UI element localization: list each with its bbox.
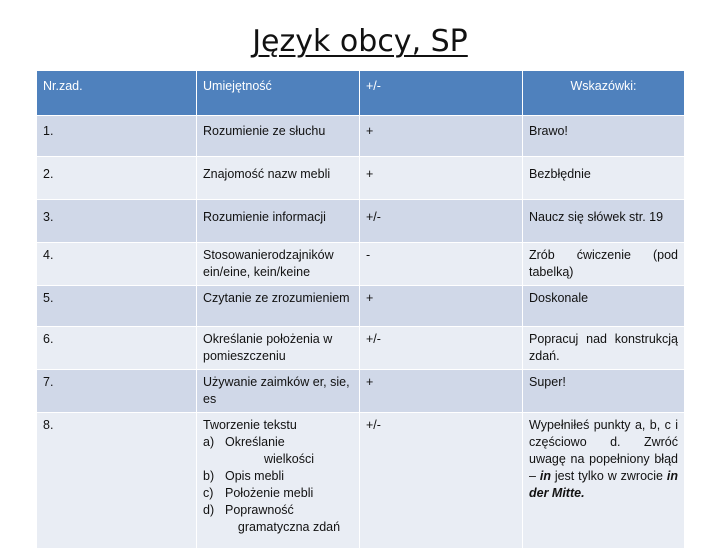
table-row: [37, 243, 685, 286]
cell-hint: Naucz się słówek str. 19: [523, 200, 685, 243]
subitem-text: Poprawność: [225, 503, 294, 517]
cell-nr: 8.: [37, 413, 197, 549]
cell-skill: Rozumienie informacji: [197, 200, 360, 243]
skill-intro: Tworzenie tekstu: [203, 418, 297, 432]
title-text: Język obcy, SP: [252, 24, 468, 59]
cell-hint: Super!: [523, 370, 685, 413]
cell-nr: 7.: [37, 370, 197, 413]
cell-skill: Używanie zaimków er, sie, es: [197, 370, 360, 413]
subitem-text: gramatyczna zdań: [237, 520, 341, 534]
cell-nr: 2.: [37, 157, 197, 200]
cell-skill: Określanie położenia w pomieszczeniu: [197, 327, 360, 370]
hint-text: Wypełniłeś punkty a, b, c i częściowo d. Zwróć uwagę na popełniony błąd –: [529, 418, 678, 483]
subitem-letter: a): [203, 435, 215, 449]
cell-mark: +/-: [360, 200, 523, 243]
header-hints: Wskazówki:: [523, 71, 685, 116]
subitem-text: Położenie mebli: [225, 486, 314, 500]
subitem-letter: c): [203, 486, 214, 500]
table-row: [37, 370, 685, 413]
hint-text: jest tylko w zwrocie: [550, 469, 667, 483]
cell-mark: +: [360, 157, 523, 200]
table-row: [37, 116, 685, 157]
subitem-text: wielkości: [263, 452, 314, 466]
table-row: [37, 286, 685, 327]
subitem-text: Opis mebli: [225, 469, 285, 483]
header-skill: Umiejętność: [197, 71, 360, 116]
table-row: [37, 327, 685, 370]
cell-skill: [197, 413, 360, 549]
cell-skill: Znajomość nazw mebli: [197, 157, 360, 200]
subitem-letter: b): [203, 469, 215, 483]
subitem-text: Określanie: [225, 435, 285, 449]
cell-nr: 5.: [37, 286, 197, 327]
cell-hint: Doskonale: [523, 286, 685, 327]
results-table: [36, 70, 685, 549]
cell-hint: [523, 413, 685, 549]
cell-hint: Bezbłędnie: [523, 157, 685, 200]
cell-nr: 3.: [37, 200, 197, 243]
cell-mark: +: [360, 286, 523, 327]
cell-nr: 4.: [37, 243, 197, 286]
cell-skill: Rozumienie ze słuchu: [197, 116, 360, 157]
cell-mark: +/-: [360, 413, 523, 549]
table-row: [37, 200, 685, 243]
skill-subitem: [203, 502, 353, 519]
cell-hint: Brawo!: [523, 116, 685, 157]
skill-subitem: [203, 485, 353, 502]
header-mark: +/-: [360, 71, 523, 116]
skill-subitem: [203, 468, 353, 485]
page-title: [0, 22, 720, 62]
cell-mark: +: [360, 370, 523, 413]
subitem-letter: d): [203, 503, 215, 517]
cell-mark: +/-: [360, 327, 523, 370]
cell-skill: Czytanie ze zrozumieniem: [197, 286, 360, 327]
cell-nr: 1.: [37, 116, 197, 157]
cell-hint: Popracuj nad konstrukcją zdań.: [523, 327, 685, 370]
cell-mark: -: [360, 243, 523, 286]
table-row: [37, 413, 685, 549]
skill-subitem-continuation: [203, 451, 353, 468]
cell-skill: Stosowanierodzajników ein/eine, kein/keine: [197, 243, 360, 286]
cell-hint: Zrób ćwiczenie (pod tabelką): [523, 243, 685, 286]
hint-emphasis: in der Mitte.: [529, 469, 678, 500]
skill-subitem-continuation: [203, 519, 353, 536]
cell-mark: +: [360, 116, 523, 157]
hint-emphasis: in: [539, 469, 551, 483]
table-header-row: [37, 71, 685, 116]
table-row: [37, 157, 685, 200]
header-nr: Nr.zad.: [37, 71, 197, 116]
skill-subitem: [203, 434, 353, 451]
cell-nr: 6.: [37, 327, 197, 370]
